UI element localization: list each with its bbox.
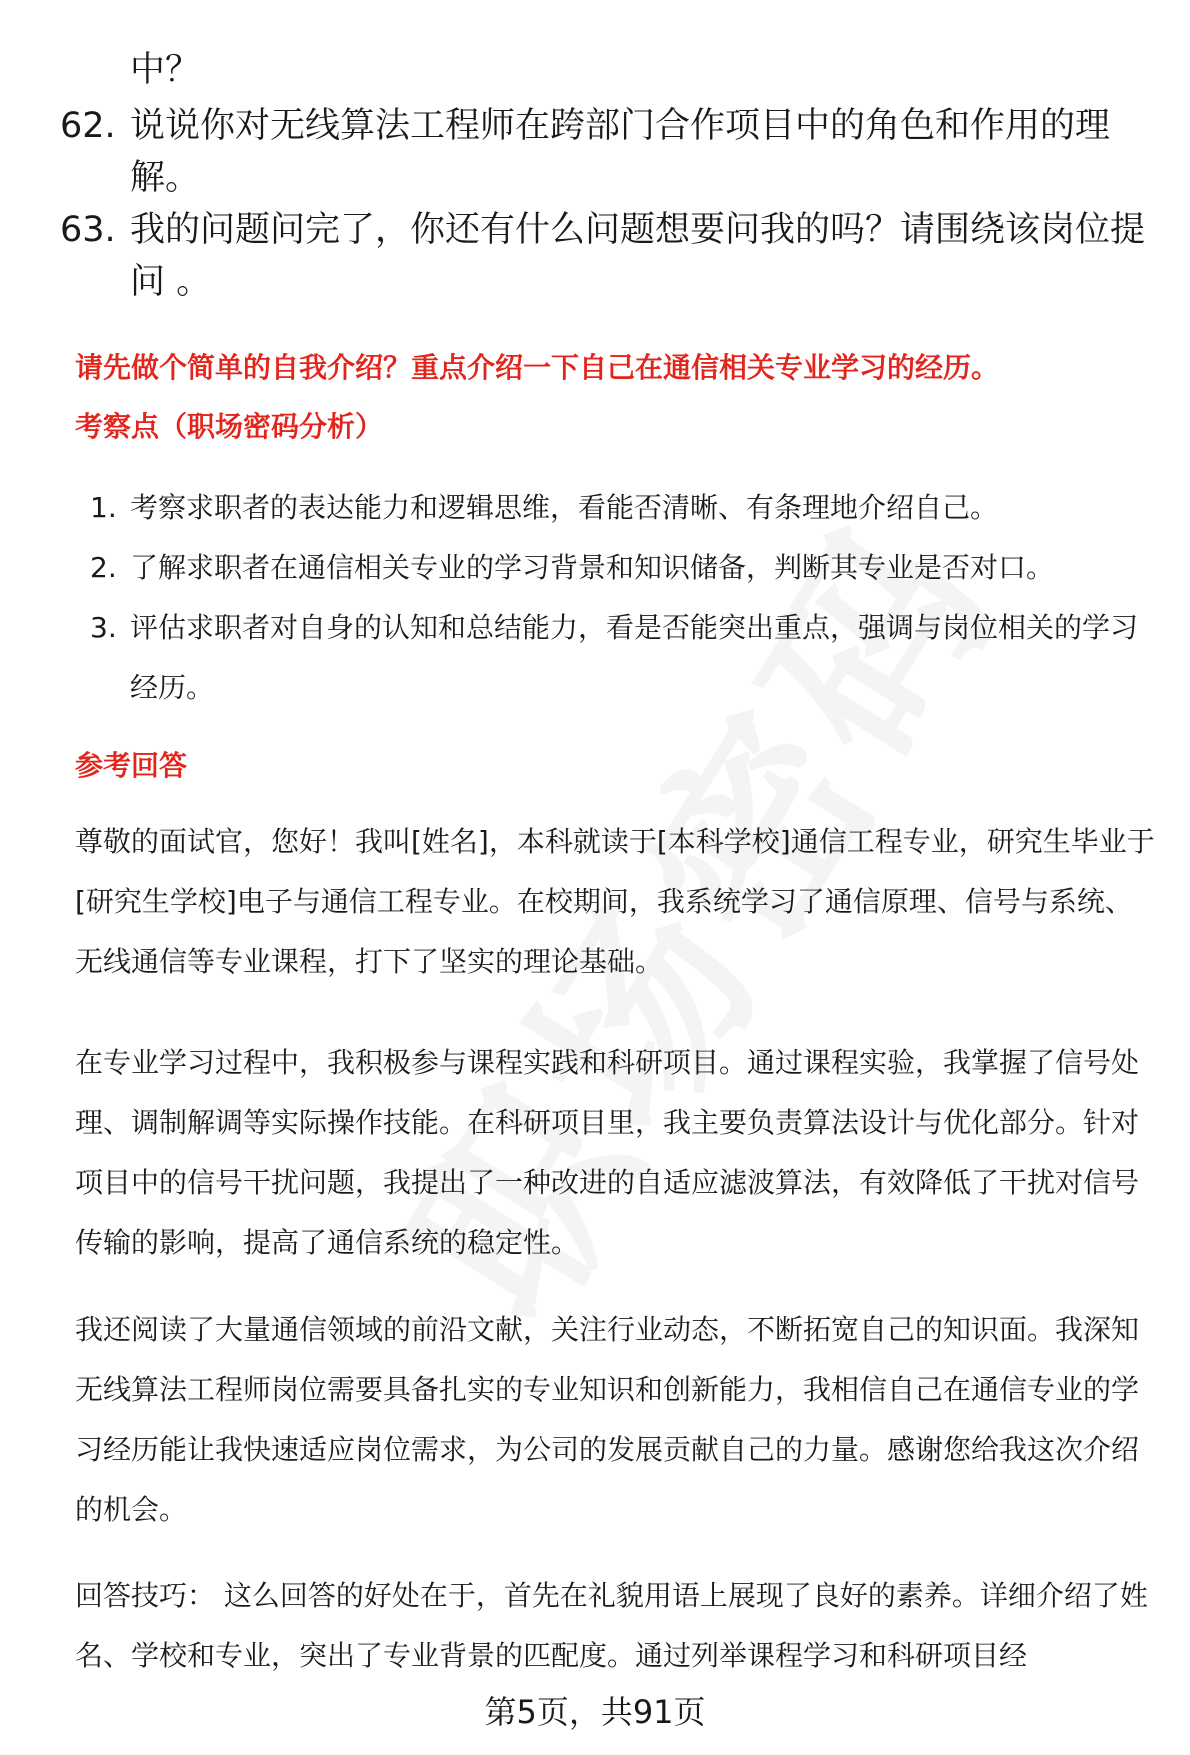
answer-paragraph: 在专业学习过程中，我积极参与课程实践和科研项目。通过课程实验，我掌握了信号处理、调制解调等实际操作技能。在科研项目里，我主要负责算法设计与优化部分。针对项目中的信号干扰问题，我提出了一种改进的自适应滤波算法，有效降低了干扰对信号传输的影响，提高了通信系统的稳定性。 [75,1046,1140,1259]
answer-paragraph: 尊敬的面试官，您好！我叫[姓名]，本科就读于[本科学校]通信工程专业，研究生毕业于[研究生学校]电子与通信工程专业。在校期间，我系统学习了通信原理、信号与系统、无线通信等专业课程，打下了坚实的理论基础。 [75,825,1155,978]
analysis-item-number: 3. [90,611,117,644]
question-63 [60,204,1150,308]
answer-paragraph: 我还阅读了大量通信领域的前沿文献，关注行业动态，不断拓宽自己的知识面。我深知无线算法工程师岗位需要具备扎实的专业知识和创新能力，我相信自己在通信专业的学习经历能让我快速适应岗位需求，为公司的发展贡献自己的力量。感谢您给我这次介绍的机会。 [75,1313,1140,1526]
analysis-item-text: 评估求职者对自身的认知和总结能力，看是否能突出重点，强调与岗位相关的学习经历。 [130,611,1139,704]
answer-tips: 回答技巧： 这么回答的好处在于，首先在礼貌用语上展现了良好的素养。详细介绍了姓名、学校和专业，突出了专业背景的匹配度。通过列举课程学习和科研项目经 [75,1579,1148,1672]
page-number-footer: 第5页，共91页 [484,1693,706,1731]
analysis-item [90,598,1160,718]
answer-title: 参考回答 [75,749,188,782]
analysis-item [90,538,1160,598]
analysis-item-text: 了解求职者在通信相关专业的学习背景和知识储备，判断其专业是否对口。 [130,551,1055,584]
question-text: 中？ [130,50,201,90]
question-number: 62. [60,106,116,146]
question-text: 我的问题问完了，你还有什么问题想要问我的吗？请围绕该岗位提问 。 [130,210,1146,302]
analysis-item-number: 2. [90,551,117,584]
analysis-item [90,478,1160,538]
question-62 [60,100,1150,204]
section-title: 请先做个简单的自我介绍？重点介绍一下自己在通信相关专业学习的经历。 [75,351,1000,384]
analysis-title: 考察点（职场密码分析） [75,410,384,443]
analysis-item-text: 考察求职者的表达能力和逻辑思维，看能否清晰、有条理地介绍自己。 [130,491,999,524]
question-text: 说说你对无线算法工程师在跨部门合作项目中的角色和作用的理解。 [130,106,1111,198]
analysis-item-number: 1. [90,491,117,524]
question-continuation [60,44,1150,96]
question-number: 63. [60,210,116,250]
